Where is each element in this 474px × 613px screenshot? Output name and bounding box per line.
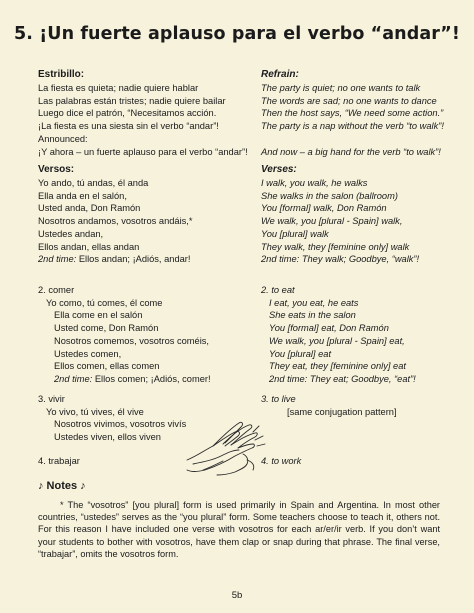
to-eat-line: I eat, you eat, he eats bbox=[269, 297, 359, 308]
refrain-heading: Refrain: bbox=[261, 69, 299, 80]
comer-line: Yo como, tú comes, él come bbox=[46, 297, 163, 308]
to-eat-line: They eat, they [feminine only] eat bbox=[269, 361, 406, 372]
verses-second-time: 2nd time: They walk; Goodbye, “walk”! bbox=[261, 254, 420, 265]
versos-line: Ellos andan, ellas andan bbox=[38, 241, 140, 252]
estribillo-line: Las palabras están tristes; nadie quiere bailar bbox=[38, 95, 226, 106]
to-eat-block bbox=[261, 284, 461, 386]
refrain-line: The party is a nap without the verb “to walk”! bbox=[261, 121, 444, 132]
verses-line: She walks in the salon (ballroom) bbox=[261, 190, 398, 201]
verses-line: They walk, they [feminine only] walk bbox=[261, 241, 410, 252]
to-work-heading: 4. to work bbox=[261, 456, 302, 466]
estribillo-line: ¡La fiesta es una siesta sin el verbo “andar”! bbox=[38, 121, 219, 132]
comer-line: Ustedes comen, bbox=[54, 348, 122, 359]
vivir-line: Yo vivo, tú vives, él vive bbox=[46, 406, 144, 417]
comer-line: Nosotros comemos, vosotros coméis, bbox=[54, 335, 209, 346]
versos-line: Yo ando, tú andas, él anda bbox=[38, 178, 149, 188]
verses-line: I walk, you walk, he walks bbox=[261, 178, 368, 188]
comer-heading: 2. comer bbox=[38, 285, 75, 295]
page-number: 5b bbox=[231, 590, 243, 601]
trabajar-heading: 4. trabajar bbox=[38, 456, 80, 466]
refrain-line: And now – a big hand for the verb “to walk”! bbox=[261, 146, 441, 157]
verses-line: We walk, you [plural - Spain] walk, bbox=[261, 216, 403, 227]
page-title: 5. ¡Un fuerte aplauso para el verbo “andar”! bbox=[13, 24, 460, 44]
to-eat-line: You [formal] eat, Don Ramón bbox=[269, 323, 389, 334]
verses-heading: Verses: bbox=[261, 164, 297, 175]
vivir-line: Nosotros vivimos, vosotros vivís bbox=[54, 419, 187, 430]
to-live-heading: 3. to live bbox=[261, 394, 296, 404]
estribillo-line: Announced: bbox=[38, 133, 88, 144]
second-time-text: Ellos andan; ¡Adiós, andar! bbox=[76, 254, 191, 265]
comer-line: Ella come en el salón bbox=[54, 310, 143, 321]
versos-line: Ella anda en el salón, bbox=[38, 190, 127, 201]
comer-line: Ellos comen, ellas comen bbox=[54, 361, 160, 372]
to-eat-line: You [plural] eat bbox=[269, 348, 332, 359]
refrain-line: The words are sad; no one wants to dance bbox=[261, 95, 437, 106]
estribillo-line: La fiesta es quieta; nadie quiere hablar bbox=[38, 83, 199, 93]
refrain-line bbox=[261, 133, 461, 146]
to-eat-line: She eats in the salon bbox=[269, 310, 356, 321]
clapping-hands-icon bbox=[183, 420, 269, 478]
vivir-heading: 3. vivir bbox=[38, 394, 65, 404]
to-eat-heading: 2. to eat bbox=[261, 285, 295, 295]
comer-block bbox=[38, 284, 263, 386]
notes-heading: ♪ Notes ♪ bbox=[38, 480, 86, 492]
verses-line: You [plural] walk bbox=[261, 228, 329, 239]
refrain-line: Then the host says, “We need some action.” bbox=[261, 108, 444, 119]
to-eat-line: We walk, you [plural - Spain] eat, bbox=[269, 335, 405, 346]
to-eat-second-time: 2nd time: They eat; Goodbye, “eat”! bbox=[269, 373, 416, 384]
vivir-line: Ustedes viven, ellos viven bbox=[54, 432, 161, 443]
trabajar-block bbox=[38, 455, 263, 468]
versos-line: Usted anda, Don Ramón bbox=[38, 203, 141, 214]
comer-line: Usted come, Don Ramón bbox=[54, 323, 159, 334]
refrain-line: The party is quiet; no one wants to talk bbox=[261, 83, 421, 93]
refrain-block bbox=[261, 68, 461, 158]
estribillo-line: Luego dice el patrón, “Necesitamos acción. bbox=[38, 108, 217, 119]
second-time-label: 2nd time: bbox=[38, 254, 77, 265]
second-time-text: Ellos comen; ¡Adiós, comer! bbox=[92, 373, 211, 384]
estribillo-line: ¡Y ahora – un fuerte aplauso para el verbo “andar”! bbox=[38, 146, 248, 157]
verses-block bbox=[261, 163, 461, 266]
versos-line: Nosotros andamos, vosotros andáis,* bbox=[38, 216, 193, 227]
to-work-block bbox=[261, 455, 461, 468]
versos-line: Ustedes andan, bbox=[38, 228, 104, 239]
versos-second-time bbox=[38, 253, 263, 266]
versos-heading: Versos: bbox=[38, 164, 75, 175]
to-live-block bbox=[261, 393, 461, 418]
estribillo-block bbox=[38, 68, 263, 158]
notes-body: * The “vosotros” [you plural] form is used primarily in Spain and Argentina. In most other countries, “ustedes” serves as the “you plural” form. Some teachers choose to teach it, others not. For this reason I have included one verse with vosotros for each ar/er/ir verb. If you don’t want your students to bother with vosotros, have them clap or snap during that phrase. The final verse, “trabajar”, omits the vosotros form. bbox=[38, 500, 440, 559]
versos-block bbox=[38, 163, 263, 266]
estribillo-heading: Estribillo: bbox=[38, 69, 85, 80]
verses-line: You [formal] walk, Don Ramón bbox=[261, 203, 387, 214]
comer-second-time bbox=[38, 373, 263, 386]
to-live-note: [same conjugation pattern] bbox=[287, 406, 397, 417]
second-time-label: 2nd time: bbox=[54, 373, 93, 384]
